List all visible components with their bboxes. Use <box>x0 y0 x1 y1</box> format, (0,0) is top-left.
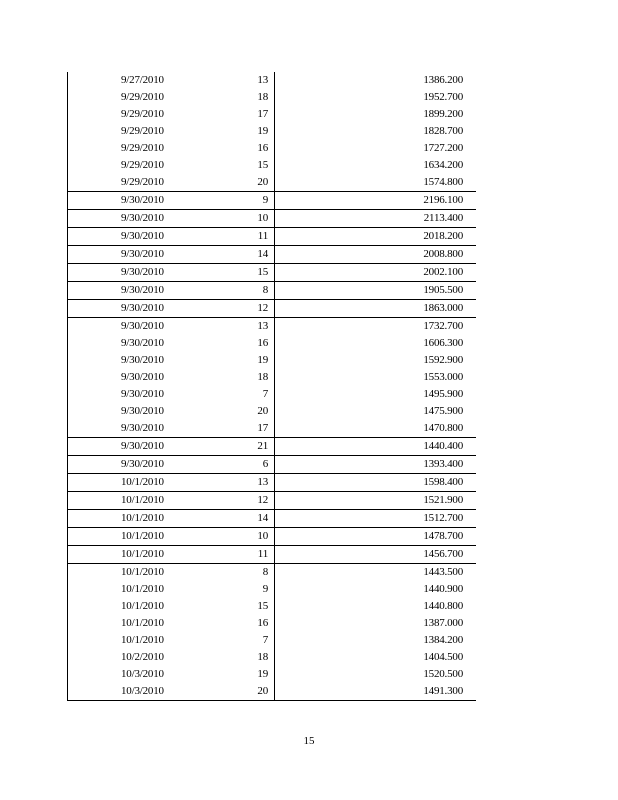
date-cell: 9/30/2010 <box>68 438 175 456</box>
count-value: 20 <box>257 405 268 417</box>
table-row <box>68 666 477 683</box>
value-cell: 2113.400 <box>275 210 477 228</box>
value-cell: 2018.200 <box>275 228 477 246</box>
data-table <box>67 72 476 701</box>
count-value: 21 <box>257 440 268 452</box>
count-value: 19 <box>257 354 268 366</box>
value-cell: 1952.700 <box>423 91 463 103</box>
table-row <box>68 157 477 174</box>
value-cell: 1553.000 <box>423 371 463 383</box>
table-row <box>68 510 477 528</box>
date-cell: 9/29/2010 <box>68 174 175 192</box>
count-value: 18 <box>257 91 268 103</box>
count-cell <box>174 123 275 140</box>
value-cell: 1387.000 <box>423 617 463 629</box>
date-cell: 10/1/2010 <box>68 564 175 582</box>
table-row <box>68 649 477 666</box>
count-value: 10 <box>257 530 268 542</box>
count-value: 9 <box>262 194 268 206</box>
table-row <box>68 174 477 192</box>
data-table-body <box>68 72 477 701</box>
table-row <box>68 352 477 369</box>
table-row <box>68 335 477 352</box>
count-cell <box>174 386 275 403</box>
date-cell: 9/30/2010 <box>68 456 175 474</box>
date-cell: 10/1/2010 <box>68 474 175 492</box>
date-cell: 9/29/2010 <box>68 140 175 157</box>
date-cell: 10/1/2010 <box>68 598 175 615</box>
count-value: 16 <box>257 617 268 629</box>
value-cell: 1574.800 <box>423 176 463 188</box>
count-value: 18 <box>257 371 268 383</box>
table-row <box>68 420 477 438</box>
date-cell: 9/30/2010 <box>68 335 175 352</box>
value-cell: 1386.200 <box>423 74 463 86</box>
table-row <box>68 632 477 649</box>
count-cell <box>174 369 275 386</box>
count-cell <box>174 318 275 336</box>
table-row <box>68 528 477 546</box>
date-cell: 9/30/2010 <box>68 386 175 403</box>
count-cell <box>174 581 275 598</box>
date-cell: 9/30/2010 <box>68 420 175 438</box>
count-cell <box>174 352 275 369</box>
value-cell: 1634.200 <box>423 159 463 171</box>
table-row <box>68 210 477 228</box>
value-cell: 1592.900 <box>423 354 463 366</box>
data-table-container <box>67 72 476 701</box>
count-value: 7 <box>262 388 268 400</box>
count-value: 18 <box>257 651 268 663</box>
count-cell <box>174 174 275 192</box>
table-row <box>68 192 477 210</box>
count-value: 11 <box>257 548 268 560</box>
count-cell <box>174 632 275 649</box>
date-cell: 10/3/2010 <box>68 683 175 701</box>
count-cell <box>174 438 275 456</box>
date-cell: 10/1/2010 <box>68 632 175 649</box>
count-value: 15 <box>257 600 268 612</box>
table-row <box>68 492 477 510</box>
date-cell: 9/27/2010 <box>68 72 175 89</box>
count-value: 6 <box>262 458 268 470</box>
value-cell: 2008.800 <box>275 246 477 264</box>
count-value: 13 <box>257 74 268 86</box>
count-cell <box>174 228 275 246</box>
date-cell: 9/30/2010 <box>68 228 175 246</box>
table-row <box>68 369 477 386</box>
table-row <box>68 106 477 123</box>
count-value: 15 <box>257 266 268 278</box>
value-cell: 1863.000 <box>275 300 477 318</box>
table-row <box>68 282 477 300</box>
count-value: 13 <box>257 476 268 488</box>
count-value: 20 <box>257 176 268 188</box>
count-value: 19 <box>257 125 268 137</box>
count-value: 9 <box>262 583 268 595</box>
count-cell <box>174 683 275 701</box>
value-cell: 1456.700 <box>275 546 477 564</box>
count-value: 19 <box>257 668 268 680</box>
date-cell: 9/30/2010 <box>68 352 175 369</box>
count-value: 13 <box>257 320 268 332</box>
value-cell: 1470.800 <box>423 422 463 434</box>
table-row <box>68 403 477 420</box>
table-row <box>68 564 477 582</box>
value-cell: 1727.200 <box>423 142 463 154</box>
date-cell: 9/30/2010 <box>68 210 175 228</box>
page-number: 15 <box>303 735 315 747</box>
date-cell: 9/30/2010 <box>68 192 175 210</box>
count-value: 8 <box>262 566 268 578</box>
table-row <box>68 615 477 632</box>
table-row <box>68 123 477 140</box>
value-cell: 1828.700 <box>423 125 463 137</box>
count-value: 20 <box>257 685 268 697</box>
value-cell: 1598.400 <box>275 474 477 492</box>
count-cell <box>174 192 275 210</box>
count-cell <box>174 546 275 564</box>
date-cell: 10/1/2010 <box>68 546 175 564</box>
table-row <box>68 438 477 456</box>
value-cell: 1520.500 <box>423 668 463 680</box>
count-cell <box>174 528 275 546</box>
date-cell: 9/30/2010 <box>68 318 175 336</box>
date-cell: 10/1/2010 <box>68 492 175 510</box>
value-cell: 1732.700 <box>423 320 463 332</box>
date-cell: 9/29/2010 <box>68 157 175 174</box>
date-cell: 9/29/2010 <box>68 106 175 123</box>
date-cell: 10/1/2010 <box>68 615 175 632</box>
count-value: 12 <box>257 494 268 506</box>
count-cell <box>174 264 275 282</box>
count-cell <box>174 474 275 492</box>
count-value: 11 <box>257 230 268 242</box>
table-row <box>68 228 477 246</box>
count-cell <box>174 246 275 264</box>
date-cell: 9/30/2010 <box>68 369 175 386</box>
value-cell: 1512.700 <box>275 510 477 528</box>
value-cell: 1393.400 <box>275 456 477 474</box>
date-cell: 9/30/2010 <box>68 246 175 264</box>
count-cell <box>174 210 275 228</box>
count-value: 12 <box>257 302 268 314</box>
table-row <box>68 264 477 282</box>
count-value: 15 <box>257 159 268 171</box>
count-cell <box>174 106 275 123</box>
count-cell <box>174 666 275 683</box>
date-cell: 10/2/2010 <box>68 649 175 666</box>
date-cell: 9/29/2010 <box>68 89 175 106</box>
count-cell <box>174 598 275 615</box>
table-row <box>68 72 477 89</box>
count-value: 17 <box>257 108 268 120</box>
value-cell: 1905.500 <box>275 282 477 300</box>
value-cell: 1384.200 <box>423 634 463 646</box>
table-row <box>68 474 477 492</box>
count-value: 17 <box>257 422 268 434</box>
value-cell: 2002.100 <box>275 264 477 282</box>
count-cell <box>174 282 275 300</box>
value-cell: 2196.100 <box>275 192 477 210</box>
count-cell <box>174 649 275 666</box>
value-cell: 1475.900 <box>423 405 463 417</box>
date-cell: 10/1/2010 <box>68 510 175 528</box>
count-cell <box>174 72 275 89</box>
count-cell <box>174 456 275 474</box>
count-value: 16 <box>257 337 268 349</box>
count-cell <box>174 157 275 174</box>
value-cell: 1478.700 <box>275 528 477 546</box>
value-cell: 1443.500 <box>423 566 463 578</box>
table-row <box>68 581 477 598</box>
table-row <box>68 546 477 564</box>
value-cell: 1404.500 <box>423 651 463 663</box>
value-cell: 1440.400 <box>275 438 477 456</box>
date-cell: 9/29/2010 <box>68 123 175 140</box>
date-cell: 10/1/2010 <box>68 581 175 598</box>
date-cell: 10/3/2010 <box>68 666 175 683</box>
value-cell: 1440.900 <box>423 583 463 595</box>
table-row <box>68 318 477 336</box>
table-row <box>68 386 477 403</box>
count-cell <box>174 140 275 157</box>
date-cell: 9/30/2010 <box>68 300 175 318</box>
value-cell: 1495.900 <box>423 388 463 400</box>
table-row <box>68 89 477 106</box>
value-cell: 1440.800 <box>423 600 463 612</box>
table-row <box>68 598 477 615</box>
table-row <box>68 456 477 474</box>
count-cell <box>174 420 275 438</box>
count-cell <box>174 89 275 106</box>
value-cell: 1491.300 <box>275 683 477 701</box>
count-value: 14 <box>257 512 268 524</box>
table-row <box>68 246 477 264</box>
value-cell: 1521.900 <box>275 492 477 510</box>
count-cell <box>174 335 275 352</box>
value-cell: 1606.300 <box>423 337 463 349</box>
value-cell: 1899.200 <box>423 108 463 120</box>
count-cell <box>174 492 275 510</box>
count-cell <box>174 403 275 420</box>
date-cell: 9/30/2010 <box>68 403 175 420</box>
date-cell: 9/30/2010 <box>68 264 175 282</box>
count-cell <box>174 615 275 632</box>
count-value: 14 <box>257 248 268 260</box>
count-cell <box>174 564 275 582</box>
date-cell: 10/1/2010 <box>68 528 175 546</box>
table-row <box>68 683 477 701</box>
table-row <box>68 140 477 157</box>
date-cell: 9/30/2010 <box>68 282 175 300</box>
count-value: 10 <box>257 212 268 224</box>
count-cell <box>174 510 275 528</box>
count-cell <box>174 300 275 318</box>
count-value: 16 <box>257 142 268 154</box>
count-value: 7 <box>262 634 268 646</box>
table-row <box>68 300 477 318</box>
count-value: 8 <box>262 284 268 296</box>
